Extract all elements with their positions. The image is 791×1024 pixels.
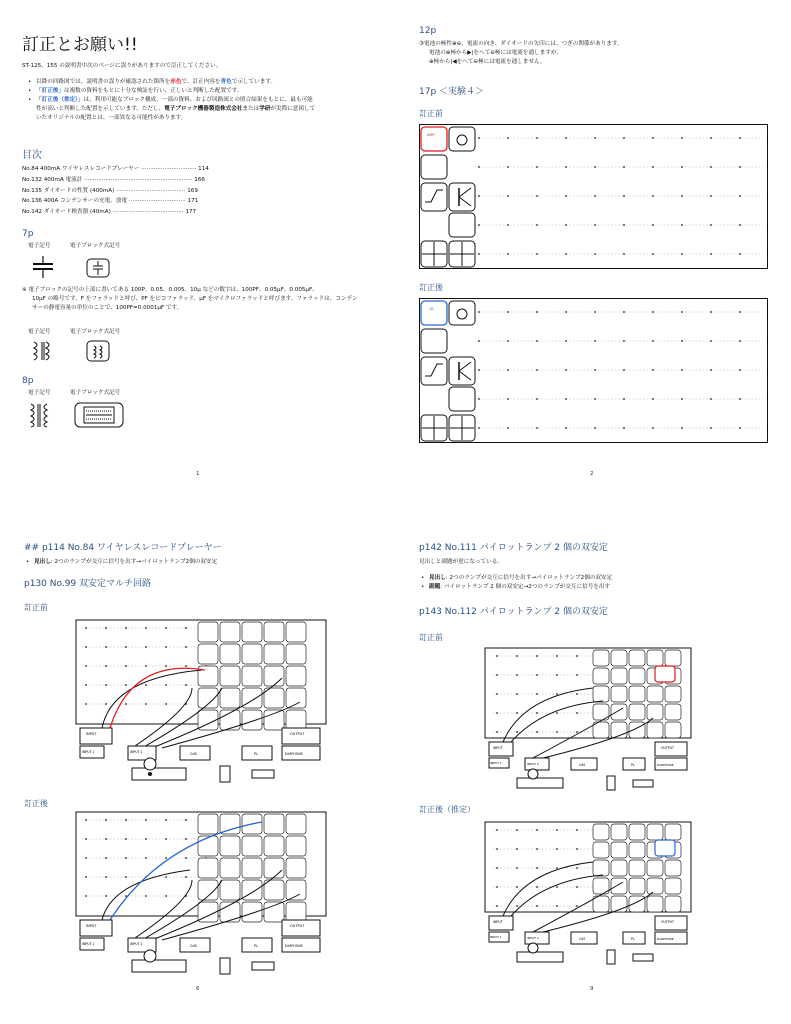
section-heading-p142: p142 No.111 パイロットランプ 2 個の双安定 xyxy=(419,543,609,553)
svg-text:INPUT: INPUT xyxy=(86,924,97,928)
page-title: 訂正とお願い!! xyxy=(22,35,138,55)
svg-text:CdS: CdS xyxy=(579,937,586,941)
label-before: 訂正前 xyxy=(24,603,48,612)
svg-text:INPUT: INPUT xyxy=(493,920,503,924)
col-block-label: 電子ブロック式記号 xyxy=(70,243,121,249)
svg-text:EARPHONE: EARPHONE xyxy=(285,752,303,756)
bullet-item: • 見出し: 2つのランプが交互に信号を出す→パイロットランプ2個の双安定 xyxy=(24,558,374,567)
page-6 xyxy=(0,512,395,1024)
page-1 xyxy=(0,0,395,512)
board-before xyxy=(419,124,769,270)
page-number: 6 xyxy=(196,986,200,992)
section-7p: 7p xyxy=(22,229,34,239)
line-note: 見出しと副題が逆になっている。 xyxy=(419,559,503,565)
circuit-after-p143 xyxy=(483,820,695,970)
svg-text:PL: PL xyxy=(254,944,259,948)
page-9 xyxy=(395,512,791,1024)
section-17p: 17p ＜実験４＞ xyxy=(419,87,485,97)
battery-note: ③電池の極性⊕⊖、電流の向き、ダイオードの矢印には、つぎの関係があります。 電池の⊕極から▶|をへて⊖極には電流を通しますが、 ⊕極から|◀をへて⊖極には電流を通しません。 xyxy=(419,41,623,65)
board-after xyxy=(419,298,769,444)
svg-text:INPUT 2: INPUT 2 xyxy=(130,942,143,946)
svg-text:EARPHONE: EARPHONE xyxy=(657,937,674,941)
section-heading-p143: p143 No.112 パイロットランプ 2 個の双安定 xyxy=(419,607,609,617)
label-after: 訂正後 xyxy=(24,799,48,808)
toc-item[interactable]: No.132 400mA 電流計 ····························································· 166 xyxy=(22,176,205,183)
svg-text:CdS: CdS xyxy=(190,752,197,756)
coil-symbol xyxy=(30,340,52,362)
capacitor-block-symbol xyxy=(86,258,110,278)
svg-text:EARPHONE: EARPHONE xyxy=(285,944,303,948)
svg-text:OUTPUT: OUTPUT xyxy=(290,732,305,736)
svg-text:PL: PL xyxy=(631,763,635,767)
col-symbol-label-2: 電子記号 xyxy=(28,329,51,335)
toc-heading: 目次 xyxy=(22,150,42,161)
toc-list xyxy=(22,164,212,218)
transformer-symbol xyxy=(28,402,50,428)
svg-text:INPUT 1: INPUT 1 xyxy=(82,750,95,754)
coil-block-symbol xyxy=(86,340,110,362)
svg-text:OUTPUT: OUTPUT xyxy=(290,924,305,928)
svg-text:OUTPUT: OUTPUT xyxy=(661,746,674,750)
svg-text:INPUT 1: INPUT 1 xyxy=(490,761,502,765)
page-2 xyxy=(395,0,791,512)
bullet-item: • 見出し: 2つのランプが交互に信号を出す→パイロットランプ2個の双安定 xyxy=(419,574,769,583)
bullet-item: • 「訂正後」は複数の資料をもとに十分な検証を行い、正しいと判断した配置です。 xyxy=(26,87,381,96)
toc-item[interactable]: No.136 400A コンデンサーの充電、放電 ································ 171 xyxy=(22,198,199,205)
toc-item[interactable]: No.135 ダイオードの性質 (400mA) ······································· 169 xyxy=(22,187,198,194)
label-after: 訂正後（推定） xyxy=(419,805,475,814)
svg-text:INPUT 2: INPUT 2 xyxy=(527,762,539,766)
svg-text:OUTPUT: OUTPUT xyxy=(661,920,674,924)
label-after: 訂正後 xyxy=(419,283,443,292)
svg-text:INPUT 1: INPUT 1 xyxy=(490,935,502,939)
label-before: 訂正前 xyxy=(419,109,443,118)
col-symbol-label: 電子記号 xyxy=(28,243,51,249)
intro-text: ST-125、155 の説明書中次のページに誤りがありますので訂正してください。 xyxy=(22,63,222,69)
col-block-label-2: 電子ブロック式記号 xyxy=(70,329,121,335)
label-before: 訂正前 xyxy=(419,633,443,642)
svg-text:INPUT 2: INPUT 2 xyxy=(130,750,143,754)
svg-text:INPUT 1: INPUT 1 xyxy=(82,942,95,946)
circuit-before-p143 xyxy=(483,646,695,796)
bullet-list xyxy=(26,78,381,123)
bullet-item: • 以降の回路図では、説明書の誤りが確認された箇所を赤色で、訂正内容を青色で示しています。 xyxy=(26,78,381,87)
svg-text:INPUT: INPUT xyxy=(86,732,97,736)
page-number: 2 xyxy=(590,471,594,477)
toc-item[interactable]: No.84 400mA ワイヤレスレコードプレーヤー ······························· 114 xyxy=(22,166,209,172)
page-number: 9 xyxy=(590,986,594,992)
page-number: 1 xyxy=(196,471,200,477)
section-heading-p114: ## p114 No.84 ワイヤレスレコードプレーヤー xyxy=(24,543,222,553)
svg-text:INPUT: INPUT xyxy=(493,746,503,750)
note-text: ※ 電子ブロックの記号の上部に書いてある 100P、0.05、0.005、10µ などの数字は、100PF、0.05µF、0.005µF、 10µF の略号です。F をファラッドと呼び、PF をピコファラッド、µF をマイクロファラッドと呼びます。ファラッドは、コンデン サーの静電容量の単位のことで、100PF=0.0001µF です。 xyxy=(22,287,358,311)
toc-item[interactable]: No.142 ダイオード検査器 (40mA) ········································ 177 xyxy=(22,209,197,216)
section-12p: 12p xyxy=(419,26,437,36)
bullet-item: • 「訂正後（推定）」は、利用可能なブロック構成、一部の資料、および回路図との照合結果をもとに、最も可能 性が高いと判断した配置を示しています。ただし、電子ブロック機器製造株式会社または学研が実際に意図して いたオリジナルの配置とは、一部異なる可能性があります。 xyxy=(26,96,381,123)
section-heading-p130: p130 No.99 双安定マルチ回路 xyxy=(24,579,152,589)
col-block-label-3: 電子ブロック式記号 xyxy=(70,390,121,396)
svg-text:PL: PL xyxy=(254,752,259,756)
svg-text:CdS: CdS xyxy=(190,944,197,948)
svg-text:INPUT 2: INPUT 2 xyxy=(527,936,539,940)
section-8p: 8p xyxy=(22,376,34,386)
svg-text:1K: 1K xyxy=(429,307,434,311)
svg-text:EARPHONE: EARPHONE xyxy=(657,763,674,767)
circuit-before-p130 xyxy=(72,618,332,790)
col-symbol-label-3: 電子記号 xyxy=(28,390,51,396)
transformer-block-symbol xyxy=(74,402,124,428)
svg-text:PL: PL xyxy=(631,937,635,941)
svg-text:AMP: AMP xyxy=(427,133,435,137)
circuit-after-p130 xyxy=(72,810,332,982)
bullet-list xyxy=(419,574,769,592)
bullet-item: • 副題: パイロットランプ 2 個の双安定→2つのランプが交互に信号を出す xyxy=(419,583,769,592)
svg-text:CdS: CdS xyxy=(579,763,586,767)
capacitor-symbol xyxy=(30,256,56,278)
